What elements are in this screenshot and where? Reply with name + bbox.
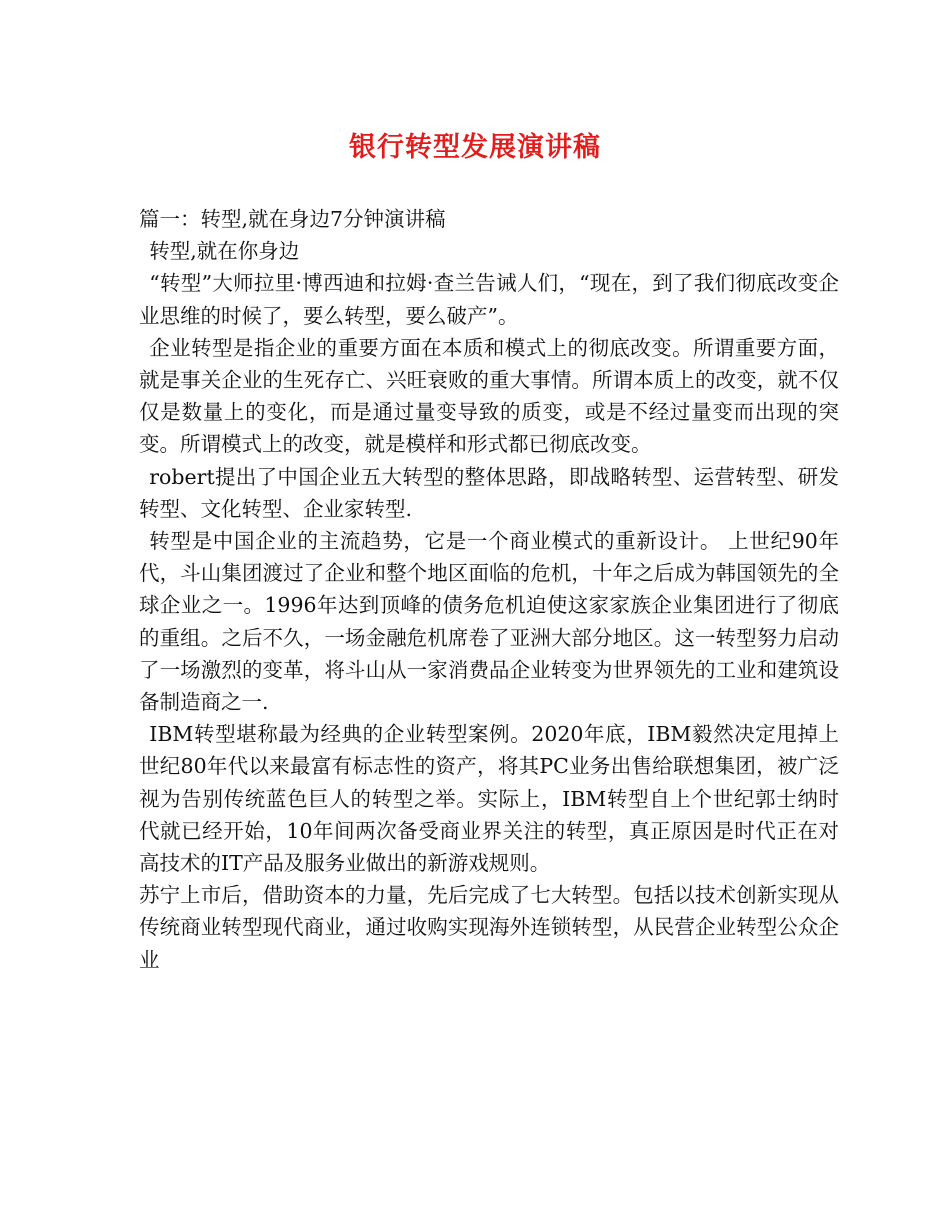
document-title: 银行转型发展演讲稿 [349,132,601,163]
body-paragraph: “转型”大师拉里·博西迪和拉姆·查兰告诫人们，“现在，到了我们彻底改变企业思维的时候了，要么转型，要么破产”。 [139,271,839,328]
body-paragraph: 转型是中国企业的主流趋势，它是一个商业模式的重新设计。 上世纪90年代，斗山集团渡过了企业和整个地区面临的危机，十年之后成为韩国领先的全球企业之一。1996年达到顶峰的债务危机迫使这家家族企业集团进行了彻底的重组。之后不久，一场金融危机席卷了亚洲大部分地区。这一转型努力启动了一场激烈的变革，将斗山从一家消费品企业转变为世界领先的工业和建筑设备制造商之一. [139,529,839,715]
document-body [139,203,839,976]
body-paragraph: 企业转型是指企业的重要方面在本质和模式上的彻底改变。所谓重要方面，就是事关企业的生死存亡、兴旺衰败的重大事情。所谓本质上的改变，就不仅仅是数量上的变化，而是通过量变导致的质变，或是不经过量变而出现的突变。所谓模式上的改变，就是模样和形式都已彻底改变。 [139,335,839,457]
body-paragraph: robert提出了中国企业五大转型的整体思路，即战略转型、运营转型、研发转型、文化转型、企业家转型. [139,464,839,521]
body-paragraph: IBM转型堪称最为经典的企业转型案例。2020年底，IBM毅然决定甩掉上世纪80年代以来最富有标志性的资产，将其PC业务出售给联想集团，被广泛视为告别传统蓝色巨人的转型之举。实际上，IBM转型自上个世纪郭士纳时代就已经开始，10年间两次备受商业界关注的转型，真正原因是时代正在对高技术的IT产品及服务业做出的新游戏规则。 [139,722,839,876]
section-heading: 篇一：转型,就在身边7分钟演讲稿 [139,207,446,231]
body-paragraph: 苏宁上市后，借助资本的力量，先后完成了七大转型。包括以技术创新实现从传统商业转型现代商业，通过收购实现海外连锁转型，从民营企业转型公众企业 [139,883,839,972]
subtitle-paragraph: 转型,就在你身边 [149,239,300,264]
